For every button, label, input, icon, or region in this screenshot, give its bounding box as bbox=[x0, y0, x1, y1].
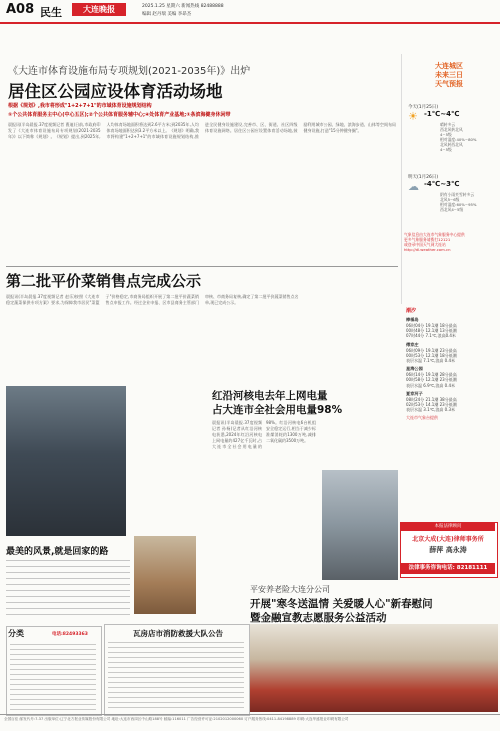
middle-headline-1: 红沿河核电去年上网电量 bbox=[212, 390, 328, 402]
middle-headline-2: 占大连市全社会用电量98% bbox=[212, 404, 343, 416]
tide-table bbox=[406, 304, 496, 421]
weather-tomorrow-desc: 阴有小雨夹雪转多云 北风5~6级 相对湿度:60%~95% 西北风4~5级 bbox=[440, 192, 477, 212]
classifieds-phone: 电话:82493363 bbox=[52, 632, 88, 637]
header-rule bbox=[0, 22, 500, 24]
tide-group bbox=[406, 342, 496, 364]
photo-travelers bbox=[6, 386, 126, 536]
tide-row: 00时58分 12.1潮 23分低潮 bbox=[406, 377, 457, 383]
photo-child bbox=[134, 536, 196, 614]
tide-row: 08时24分 21.1潮 38分最高 bbox=[406, 396, 457, 402]
tide-title: 潮汐 bbox=[406, 308, 417, 314]
photo-nuclear-plant bbox=[322, 470, 398, 580]
notice-text bbox=[108, 642, 244, 710]
weather-title: 大连城区 未来三日 天气预报 bbox=[435, 62, 463, 88]
bottom-headline-1: 开展"寒冬送温情 关爱暖人心"新春慰问 bbox=[250, 598, 433, 610]
tide-row: 表层水温 3.1℃,浪高 0.3米 bbox=[406, 407, 456, 413]
tide-row: 06时04分 19.1潮 18分最高 bbox=[406, 323, 457, 328]
divider bbox=[6, 266, 398, 267]
tide-row: 00时53分 12.1潮 18分低潮 bbox=[406, 352, 457, 358]
photo-volunteers bbox=[250, 624, 498, 712]
tide-row: 表层水温 6.9℃,浪高 0.4米 bbox=[406, 382, 456, 388]
photo-story-text bbox=[6, 560, 130, 616]
tide-note: 大连市气象台提供 bbox=[406, 415, 438, 421]
lead-subhead-1: 根据《规划》,我市将形成"1+2+7+1"的市域体育设施规划结构 bbox=[8, 103, 152, 109]
tide-group bbox=[406, 366, 496, 388]
tide-row: 00时48分 12.1潮 13分低潮 bbox=[406, 328, 457, 334]
tide-group bbox=[406, 317, 496, 339]
weather-today-desc: 晴转多云 西北风转北风 4~5级 相对湿度:40%~80% 北风转西北风 4~5级 bbox=[440, 122, 477, 152]
tide-row: 06时09分 19.1潮 23分最高 bbox=[406, 347, 457, 353]
bottom-headline-2: 暨金融宣教志愿服务公益活动 bbox=[250, 612, 387, 624]
middle-body: 晨报讯(半岛晨报.37度视频记者 孙杨)记者从红沿河核电获悉,2024年红沿河核电上网电量约427亿千瓦时,占大连市全社会用电量的98%。红沿河核电6台机组安全稳定运行,相当于减少标准煤消耗约1300万吨,减排二氧化碳约3500万吨。 bbox=[212, 420, 316, 449]
footer-rule bbox=[0, 714, 500, 715]
ad-banner: 本报法律顾问 bbox=[401, 523, 495, 531]
weather-today-temp: -1℃~4℃ bbox=[424, 110, 460, 118]
classifieds-text bbox=[10, 644, 96, 710]
weather-today-label: 今天(1月25日) bbox=[408, 105, 439, 110]
footer-info: 全国百佳 邮发代号:7-37 出版单位:辽宁北方报业传媒股份有限公司 地址:大连市西岗区中山路188号 邮编:116011 广告经营许可证:2102012000060 订户服务热线:0411-84198889 印刷:大连华盛报业印刷有限公司 bbox=[4, 717, 349, 721]
newspaper-logo: 大连晚报 bbox=[72, 3, 126, 16]
ad-lawyers: 薛萍 高永涛 bbox=[429, 546, 467, 554]
weather-source: 气象信息由大连市气象服务中心提供 更多气象服务请拨打12121 或登录中国天气网大连站 http://dl.weather.com.cn bbox=[404, 232, 465, 252]
tide-group-name: 傅家庄 bbox=[406, 341, 419, 347]
lead-headline: 居住区公园应设体育活动场地 bbox=[8, 82, 223, 101]
tide-group-name: 夏家河子 bbox=[406, 390, 423, 396]
classifieds-title: 分类 bbox=[8, 629, 24, 638]
tide-group-name: 棒棰岛 bbox=[406, 317, 419, 322]
second-body: 晨报讯(半岛晨报.37度视频记者 赵乐)按照《大连市稳定蔬菜保供专项方案》要求,为保障我市居民"菜篮子"价格稳定,市商务局组织开展了第二批平价蔬菜销售点申报工作。经过企业申报、区市县商务主管部门审核、市商务局复核,确定了第二批平价蔬菜销售点名单,现已完成公示。 bbox=[6, 294, 299, 305]
tide-row: 表层水温 7.1℃,浪高 0.4米 bbox=[406, 358, 456, 364]
cloud-icon: ☁ bbox=[408, 180, 419, 193]
page-number: A08 bbox=[6, 2, 35, 17]
sun-icon: ☀ bbox=[408, 110, 418, 123]
weather-tomorrow-temp: -4℃~3℃ bbox=[424, 180, 460, 188]
section-title: 民生 bbox=[40, 6, 62, 19]
ad-firm-name: 北京大成(大连)律师事务所 bbox=[412, 536, 484, 543]
tide-group bbox=[406, 391, 496, 413]
tide-row: 06时14分 19.1潮 28分最高 bbox=[406, 372, 457, 378]
notice-title: 瓦房店市消防救援大队公告 bbox=[133, 629, 223, 638]
tide-row: 07时44分 7.1℃,浪高0.4米 bbox=[406, 333, 456, 339]
weather-tomorrow-label: 明天(1月26日) bbox=[408, 175, 439, 180]
lead-body: 晨报讯(半岛晨报.37度视频记者 曹迪)日前,市政府印发了《大连市体育设施布局专项规划(2021-2035年)》以下简称《规划》。《规划》提出,到2025年,人均体育场地面积将达到2.6平方米;到2035年,人均体育场地面积达到3.2平方米以上。《规划》明确,我市将构建"1+2+7+1"的市域体育设施规划结构,推进全民健身设施建设,完善市、区、街道、社区四级体育设施网络。居住区公园应设置体育活动场地,鼓励利用城市公园、绿地、滨海步道、山体等空间布局健身设施,打造"15分钟健身圈"。 bbox=[8, 122, 396, 139]
ad-phone: 法律事务咨询电话: 82181111 bbox=[401, 563, 495, 574]
second-headline: 第二批平价菜销售点完成公示 bbox=[6, 272, 202, 290]
photo-caption: 最美的风景,就是回家的路 bbox=[6, 547, 109, 557]
tide-row: 02时53分 14.1潮 23分低潮 bbox=[406, 402, 457, 408]
issue-date: 2025.1.25 星期六 新闻热线 82488888 bbox=[142, 4, 224, 9]
lead-subhead-2: ①个公共体育服务主中心(中心五区);②个公共体育服务辅中心;④处体育产业基地;①条滨海健身休闲带 bbox=[8, 112, 231, 118]
bottom-kicker: 平安养老险大连分公司 bbox=[250, 585, 330, 594]
tide-group-name: 星海公园 bbox=[406, 366, 423, 372]
editor-line: 编辑 赵丹瑞 美编 李昂杰 bbox=[142, 12, 192, 17]
lead-kicker: 《大连市体育设施布局专项规划(2021-2035年)》出炉 bbox=[8, 66, 251, 77]
